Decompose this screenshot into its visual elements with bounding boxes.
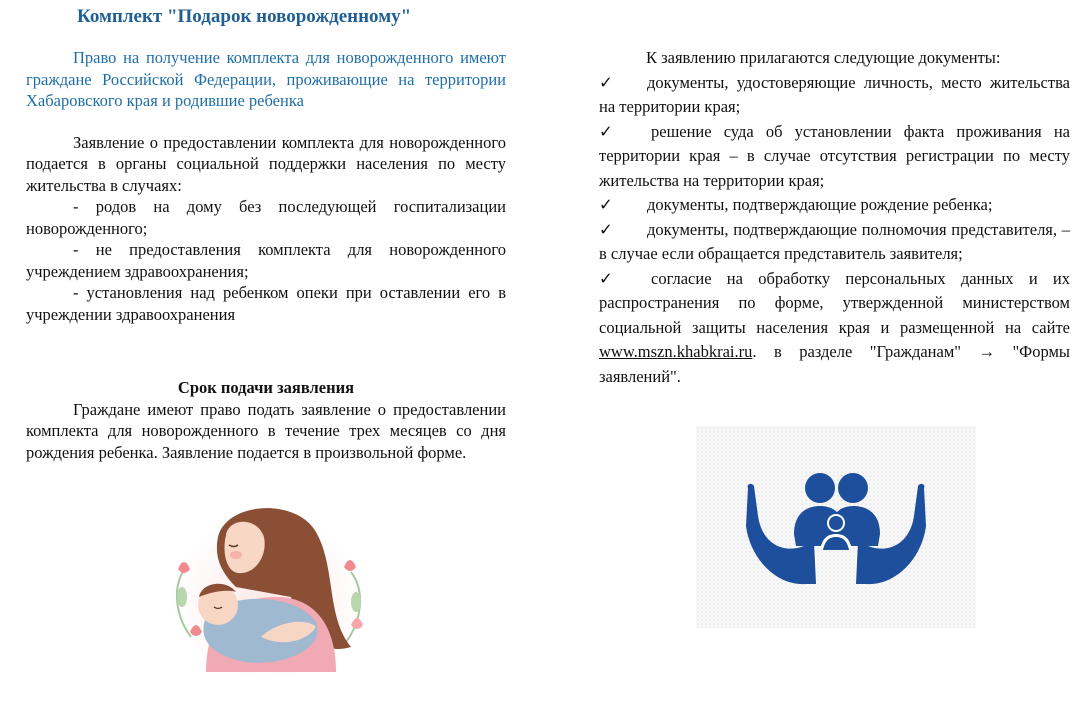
eligibility-text: Право на получение комплекта для новорожденного имеют граждане Российской Федерации, проживающие на территории Хабаровского края и родившие ребенка	[26, 48, 506, 110]
deadline-heading: Срок подачи заявления	[177, 378, 355, 397]
document-item	[599, 267, 1070, 390]
document-item	[599, 71, 1070, 120]
document-item	[599, 218, 1070, 267]
site-link[interactable]: www.mszn.khabkrai.ru	[599, 342, 753, 361]
checkmark-icon: ✓	[599, 195, 613, 214]
document-item-text: документы, подтверждающие полномочия представителя, – в случае если обращается представитель заявителя;	[599, 219, 1070, 263]
mother-baby-illustration	[166, 497, 370, 677]
checkmark-icon: ✓	[599, 219, 613, 239]
document-item-text: документы, подтверждающие рождение ребенка;	[647, 195, 993, 214]
case-item: - установления над ребенком опеки при оставлении его в учреждении здравоохранения	[26, 283, 506, 324]
checkmark-icon: ✓	[599, 268, 613, 288]
family-hands-icon	[696, 426, 976, 628]
checkmark-icon: ✓	[599, 121, 613, 141]
case-item: - родов на дому без последующей госпитализации новорожденного;	[26, 197, 506, 238]
documents-heading: К заявлению прилагаются следующие документы:	[646, 48, 1001, 67]
application-text: Заявление о предоставлении комплекта для новорожденного подается в органы социальной поддержки населения по месту жительства в случаях:	[26, 132, 506, 195]
page-title: Комплект "Подарок новорожденному"	[77, 6, 412, 27]
document-item-text: документы, удостоверяющие личность, место жительства на территории края;	[599, 72, 1070, 116]
case-item: - не предоставления комплекта для новорожденного учреждением здравоохранения;	[26, 240, 506, 281]
left-column	[26, 47, 506, 463]
document-item-text: решение суда об установлении факта проживания на территории края – в случае отсутствия регистрации по месту жительства на территории края;	[599, 121, 1070, 190]
document-item	[599, 120, 1070, 194]
consent-tail: . в разделе "Гражданам" → "Формы заявлений".	[599, 342, 1070, 386]
checkmark-icon: ✓	[599, 72, 613, 92]
right-column	[599, 46, 1070, 389]
deadline-text: Граждане имеют право подать заявление о предоставлении комплекта для новорожденного в течение трех месяцев со дня рождения ребенка. Заявление подается в произвольной форме.	[26, 399, 506, 462]
consent-text: согласие на обработку персональных данных и их распространения по форме, утвержденной министерством социальной защиты населения края и размещенной на сайте	[599, 268, 1070, 337]
document-item	[599, 193, 1070, 218]
